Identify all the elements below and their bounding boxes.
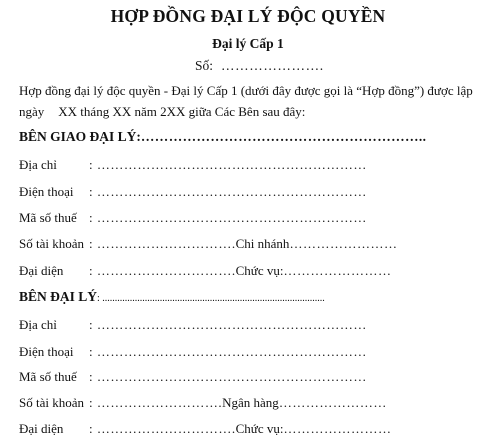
intro-date-text: XX tháng XX năm 2XX giữa Các Bên sau đây: <box>58 104 306 119</box>
field-value: : ………………………. <box>89 395 223 410</box>
field-value: : …………………………. <box>89 421 236 436</box>
field-value: : …………………………………………………… <box>89 184 367 199</box>
field-sub-label: Chi nhánh <box>235 236 290 251</box>
field-value: : …………………………………………………… <box>89 317 367 332</box>
field-value: : …………………………………………………… <box>89 157 367 172</box>
intro-text-b: Đại lý Cấp 1 <box>171 83 238 98</box>
party-a-heading <box>19 129 426 145</box>
field-value: : …………………………. <box>89 236 236 251</box>
contract-number-value: …………………. <box>221 58 324 73</box>
field-label: Số tài khoản <box>19 236 84 251</box>
party-b-row-account <box>19 395 387 411</box>
field-sub-label: Ngân hàng <box>222 395 279 410</box>
contract-number-label: Số: <box>195 58 214 73</box>
field-value: : …………………………………………………… <box>89 210 367 225</box>
party-a-heading-label: BÊN GIAO ĐẠI LÝ: <box>19 129 141 144</box>
intro-text-a: Hợp đồng đại lý độc quyền - <box>19 83 172 98</box>
party-a-row-address <box>19 157 367 173</box>
field-sub-value: …………………… <box>289 236 398 251</box>
party-a-row-representative <box>19 263 391 279</box>
field-label: Mã số thuế <box>19 369 77 384</box>
party-b-row-phone <box>19 344 367 360</box>
document-title: HỢP ĐỒNG ĐẠI LÝ ĐỘC QUYỀN <box>110 6 386 26</box>
party-b-row-representative <box>19 421 391 437</box>
party-b-heading-label: BÊN ĐẠI LÝ <box>19 289 98 304</box>
field-label: Địa chỉ <box>19 157 57 172</box>
party-b-row-tax-code <box>19 369 367 385</box>
field-label: Điện thoại <box>19 344 74 359</box>
field-label: Địa chỉ <box>19 317 57 332</box>
field-label: Số tài khoản <box>19 395 84 410</box>
field-sub-value: …………………… <box>278 395 387 410</box>
party-b-row-address <box>19 317 367 333</box>
field-label: Mã số thuế <box>19 210 77 225</box>
document-subtitle: Đại lý Cấp 1 <box>212 36 284 51</box>
party-b-heading <box>19 289 325 305</box>
party-a-row-tax-code <box>19 210 367 226</box>
intro-line-1 <box>19 83 489 99</box>
intro-line-2 <box>19 104 489 120</box>
field-sub-value: …………………… <box>283 421 392 436</box>
intro-date-label: ngày <box>19 104 45 119</box>
field-sub-label: Chức vụ: <box>235 263 284 278</box>
field-value: : …………………………………………………… <box>89 344 367 359</box>
field-sub-value: …………………… <box>283 263 392 278</box>
field-sub-label: Chức vụ: <box>235 421 284 436</box>
field-label: Đại diện <box>19 421 64 436</box>
party-a-heading-dots: …………………………………………………….. <box>140 129 427 144</box>
field-label: Điện thoại <box>19 184 74 199</box>
party-a-row-account <box>19 236 397 252</box>
contract-number-line <box>195 58 324 74</box>
field-value: : …………………………. <box>89 263 236 278</box>
field-value: : …………………………………………………… <box>89 369 367 384</box>
field-label: Đại diện <box>19 263 64 278</box>
intro-text-c: (dưới đây được gọi là “Hợp đồng”) được lập <box>237 83 473 98</box>
party-b-heading-dots: : ......................................................................................... <box>97 293 325 304</box>
party-a-row-phone <box>19 184 367 200</box>
